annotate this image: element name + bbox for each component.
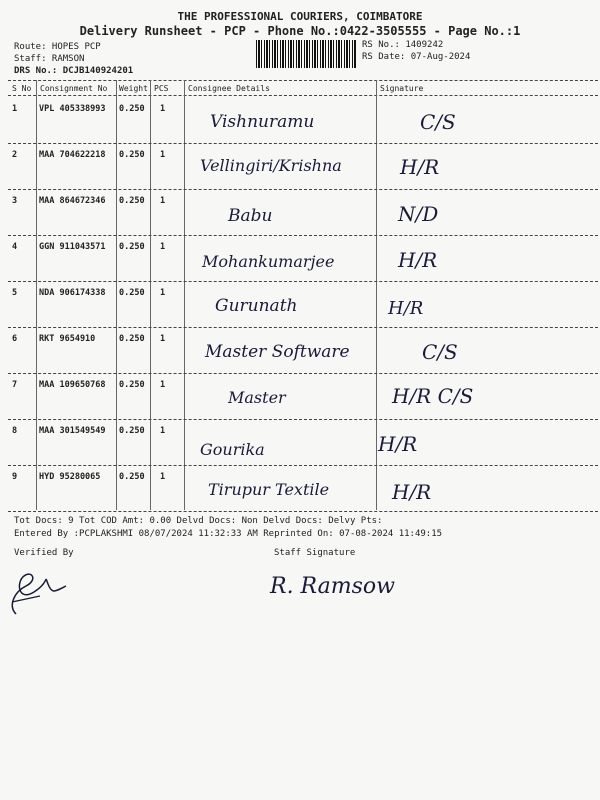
divider — [8, 143, 598, 144]
row-weight: 0.250 — [119, 288, 145, 298]
row-consignee: Tirupur Textile — [208, 480, 330, 499]
col-sno: S No — [12, 84, 32, 93]
rs-date: RS Date: 07-Aug-2024 — [362, 52, 471, 62]
row-pcs: 1 — [160, 104, 166, 114]
row-sno: 5 — [12, 288, 18, 298]
row-consignment: NDA 906174338 — [39, 288, 106, 298]
col-signature: Signature — [380, 84, 424, 93]
column-line — [376, 80, 377, 510]
col-pcs: PCS — [154, 84, 169, 93]
column-line — [184, 80, 185, 510]
row-pcs: 1 — [160, 426, 166, 436]
row-consignment: MAA 301549549 — [39, 426, 106, 436]
row-sno: 4 — [12, 242, 18, 252]
row-consignee: Mohankumarjee — [202, 252, 335, 271]
row-sno: 6 — [12, 334, 18, 344]
row-consignee: Gourika — [200, 440, 265, 459]
row-consignee: Babu — [228, 206, 273, 226]
row-weight: 0.250 — [119, 196, 145, 206]
route: Route: HOPES PCP — [14, 42, 101, 52]
row-consignment: GGN 911043571 — [39, 242, 106, 252]
divider — [8, 189, 598, 190]
row-weight: 0.250 — [119, 242, 145, 252]
row-weight: 0.250 — [119, 150, 145, 160]
row-consignee: Vishnuramu — [210, 112, 315, 132]
runsheet-title: Delivery Runsheet - PCP - Phone No.:0422-3505555 - Page No.:1 — [79, 24, 521, 38]
row-weight: 0.250 — [119, 380, 145, 390]
divider — [8, 419, 598, 420]
divider — [8, 327, 598, 328]
row-weight: 0.250 — [119, 426, 145, 436]
divider — [8, 95, 598, 96]
column-line — [150, 80, 151, 510]
row-consignee: Vellingiri/Krishna — [200, 156, 342, 175]
divider — [8, 235, 598, 236]
row-consignee: Master — [228, 388, 286, 407]
entered-by-line: Entered By :PCPLAKSHMI 08/07/2024 11:32:33 AM Reprinted On: 07-08-2024 11:49:15 — [14, 529, 443, 539]
drs-number: DRS No.: DCJB140924201 — [14, 66, 134, 76]
row-signature: C/S — [420, 110, 456, 134]
divider — [8, 281, 598, 282]
col-consignee: Consignee Details — [188, 84, 270, 93]
row-signature: H/R — [400, 155, 440, 179]
column-line — [116, 80, 117, 510]
staff-signature: R. Ramsow — [270, 574, 395, 599]
row-pcs: 1 — [160, 380, 166, 390]
row-signature: H/R — [388, 298, 424, 319]
staff: Staff: RAMSON — [14, 54, 85, 64]
row-consignment: HYD 95280065 — [39, 472, 101, 482]
verified-by-label: Verified By — [14, 548, 74, 558]
row-consignment: MAA 109650768 — [39, 380, 106, 390]
divider — [8, 373, 598, 374]
row-signature: H/R — [398, 248, 438, 272]
divider — [8, 80, 598, 81]
divider — [8, 465, 598, 466]
row-signature: N/D — [398, 202, 439, 226]
row-pcs: 1 — [160, 472, 166, 482]
row-sno: 7 — [12, 380, 18, 390]
row-consignment: RKT 9654910 — [39, 334, 96, 344]
row-signature: H/R — [378, 432, 418, 456]
barcode — [256, 40, 356, 68]
verifier-signature — [4, 562, 74, 622]
divider — [8, 511, 598, 512]
row-sno: 8 — [12, 426, 18, 436]
row-sno: 1 — [12, 104, 18, 114]
row-pcs: 1 — [160, 242, 166, 252]
row-pcs: 1 — [160, 288, 166, 298]
row-sno: 3 — [12, 196, 18, 206]
row-sno: 2 — [12, 150, 18, 160]
row-signature: H/R C/S — [392, 384, 474, 408]
row-consignment: MAA 864672346 — [39, 196, 106, 206]
row-pcs: 1 — [160, 196, 166, 206]
row-consignment: VPL 405338993 — [39, 104, 106, 114]
col-weight: Weight — [119, 84, 148, 93]
row-weight: 0.250 — [119, 334, 145, 344]
totals-line: Tot Docs: 9 Tot COD Amt: 0.00 Delvd Docs: Non Delvd Docs: Delvy Pts: — [14, 516, 383, 526]
row-pcs: 1 — [160, 334, 166, 344]
row-consignee: Gurunath — [215, 296, 298, 316]
row-sno: 9 — [12, 472, 18, 482]
row-consignment: MAA 704622218 — [39, 150, 106, 160]
company-name: THE PROFESSIONAL COURIERS, COIMBATORE — [177, 10, 423, 23]
row-signature: H/R — [392, 480, 432, 504]
row-pcs: 1 — [160, 150, 166, 160]
row-signature: C/S — [422, 340, 458, 364]
col-consignment: Consignment No — [40, 84, 108, 93]
column-line — [36, 80, 37, 510]
rs-number: RS No.: 1409242 — [362, 40, 444, 50]
row-consignee: Master Software — [205, 342, 350, 362]
staff-signature-label: Staff Signature — [274, 548, 356, 558]
row-weight: 0.250 — [119, 104, 145, 114]
row-weight: 0.250 — [119, 472, 145, 482]
